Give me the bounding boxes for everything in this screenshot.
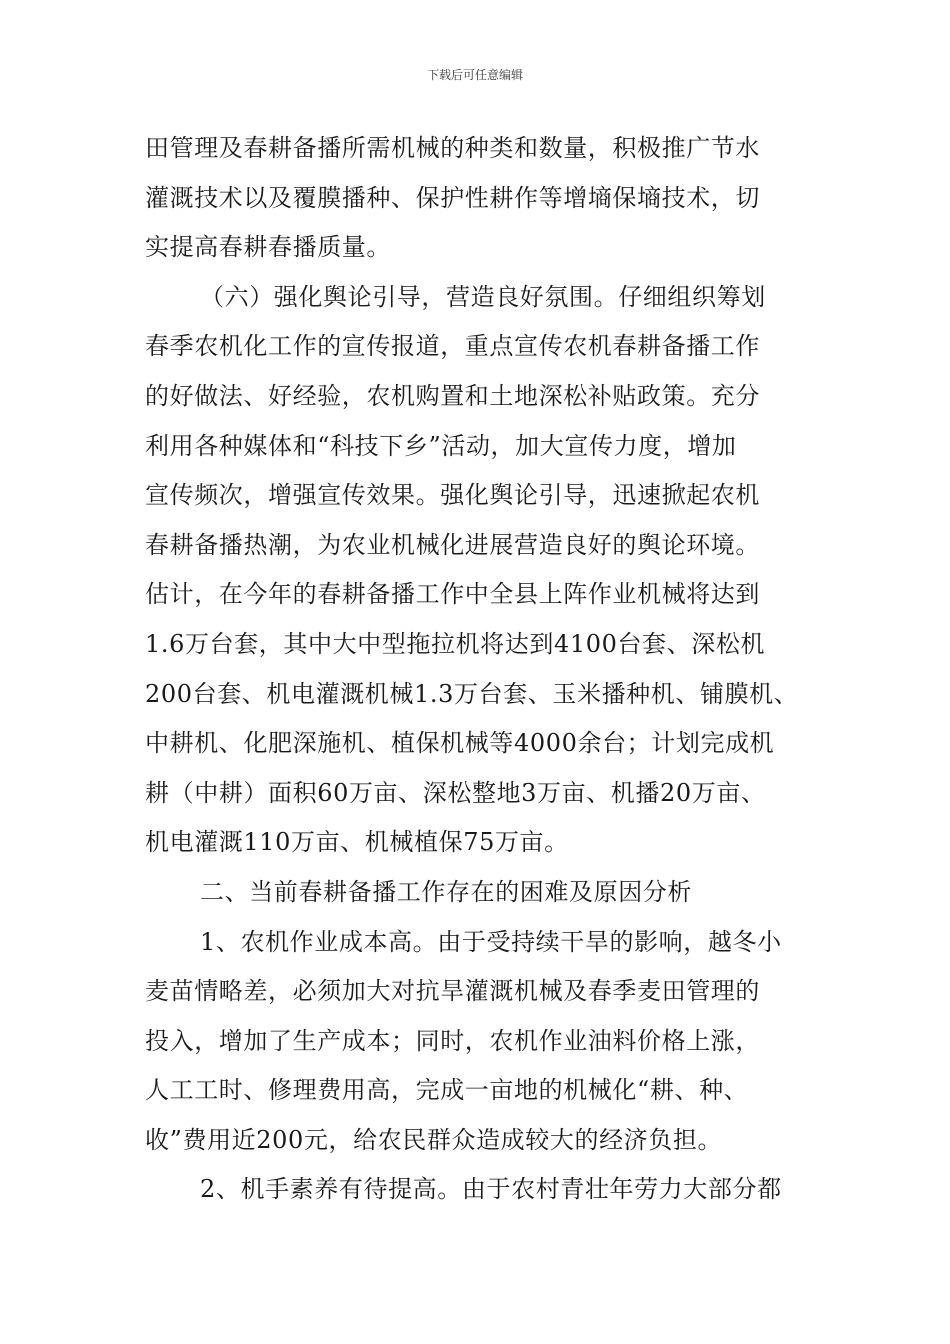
- text-line: 1、农机作业成本高。由于受持续干旱的影响，越冬小: [200, 927, 782, 956]
- text-line: 中耕机、化肥深施机、植保机械等4000余台；计划完成机: [145, 729, 775, 758]
- text-line: 宣传频次，增强宣传效果。强化舆论引导，迅速掀起农机: [145, 481, 760, 510]
- text-line: 春耕备播热潮，为农业机械化进展营造良好的舆论环境。: [145, 530, 760, 559]
- text-line: 1.6万台套，其中大中型拖拉机将达到4100台套、深松机: [145, 629, 766, 658]
- text-line: 田管理及春耕备播所需机械的种类和数量，积极推广节水: [145, 134, 760, 162]
- text-line: 机电灌溉110万亩、机械植保75万亩。: [145, 828, 569, 857]
- document-body: [145, 124, 835, 1215]
- text-line: 麦苗情略差，必须加大对抗旱灌溉机械及春季麦田管理的: [145, 977, 760, 1006]
- text-line: 灌溉技术以及覆膜播种、保护性耕作等增墒保墒技术，切: [145, 183, 760, 212]
- text-line: 春季农机化工作的宣传报道，重点宣传农机春耕备播工作: [145, 332, 760, 361]
- text-line: 2、机手素养有待提高。由于农村青壮年劳力大部分都: [200, 1175, 782, 1204]
- text-line: （六）强化舆论引导，营造良好氛围。仔细组织筹划: [200, 282, 766, 311]
- text-line: 的好做法、好经验，农机购置和土地深松补贴政策。充分: [145, 381, 760, 410]
- text-line: 利用各种媒体和“科技下乡”活动，加大宣传力度，增加: [145, 431, 737, 460]
- text-line: 二、当前春耕备播工作存在的困难及原因分析: [200, 877, 692, 906]
- text-line: 投入，增加了生产成本；同时，农机作业油料价格上涨，: [145, 1026, 760, 1055]
- text-line: 收”费用近200元，给农民群众造成较大的经济负担。: [145, 1125, 723, 1154]
- text-line: 耕（中耕）面积60万亩、深松整地3万亩、机播20万亩、: [145, 778, 766, 807]
- text-line: 人工工时、修理费用高，完成一亩地的机械化“耕、种、: [145, 1076, 749, 1105]
- text-line: 估计，在今年的春耕备播工作中全县上阵作业机械将达到: [145, 580, 760, 609]
- text-line: 200台套、机电灌溉机械1.3万台套、玉米播种机、铺膜机、: [145, 679, 799, 708]
- text-line: 实提高春耕春播质量。: [145, 233, 391, 262]
- page-header: 下载后可任意编辑: [426, 68, 523, 82]
